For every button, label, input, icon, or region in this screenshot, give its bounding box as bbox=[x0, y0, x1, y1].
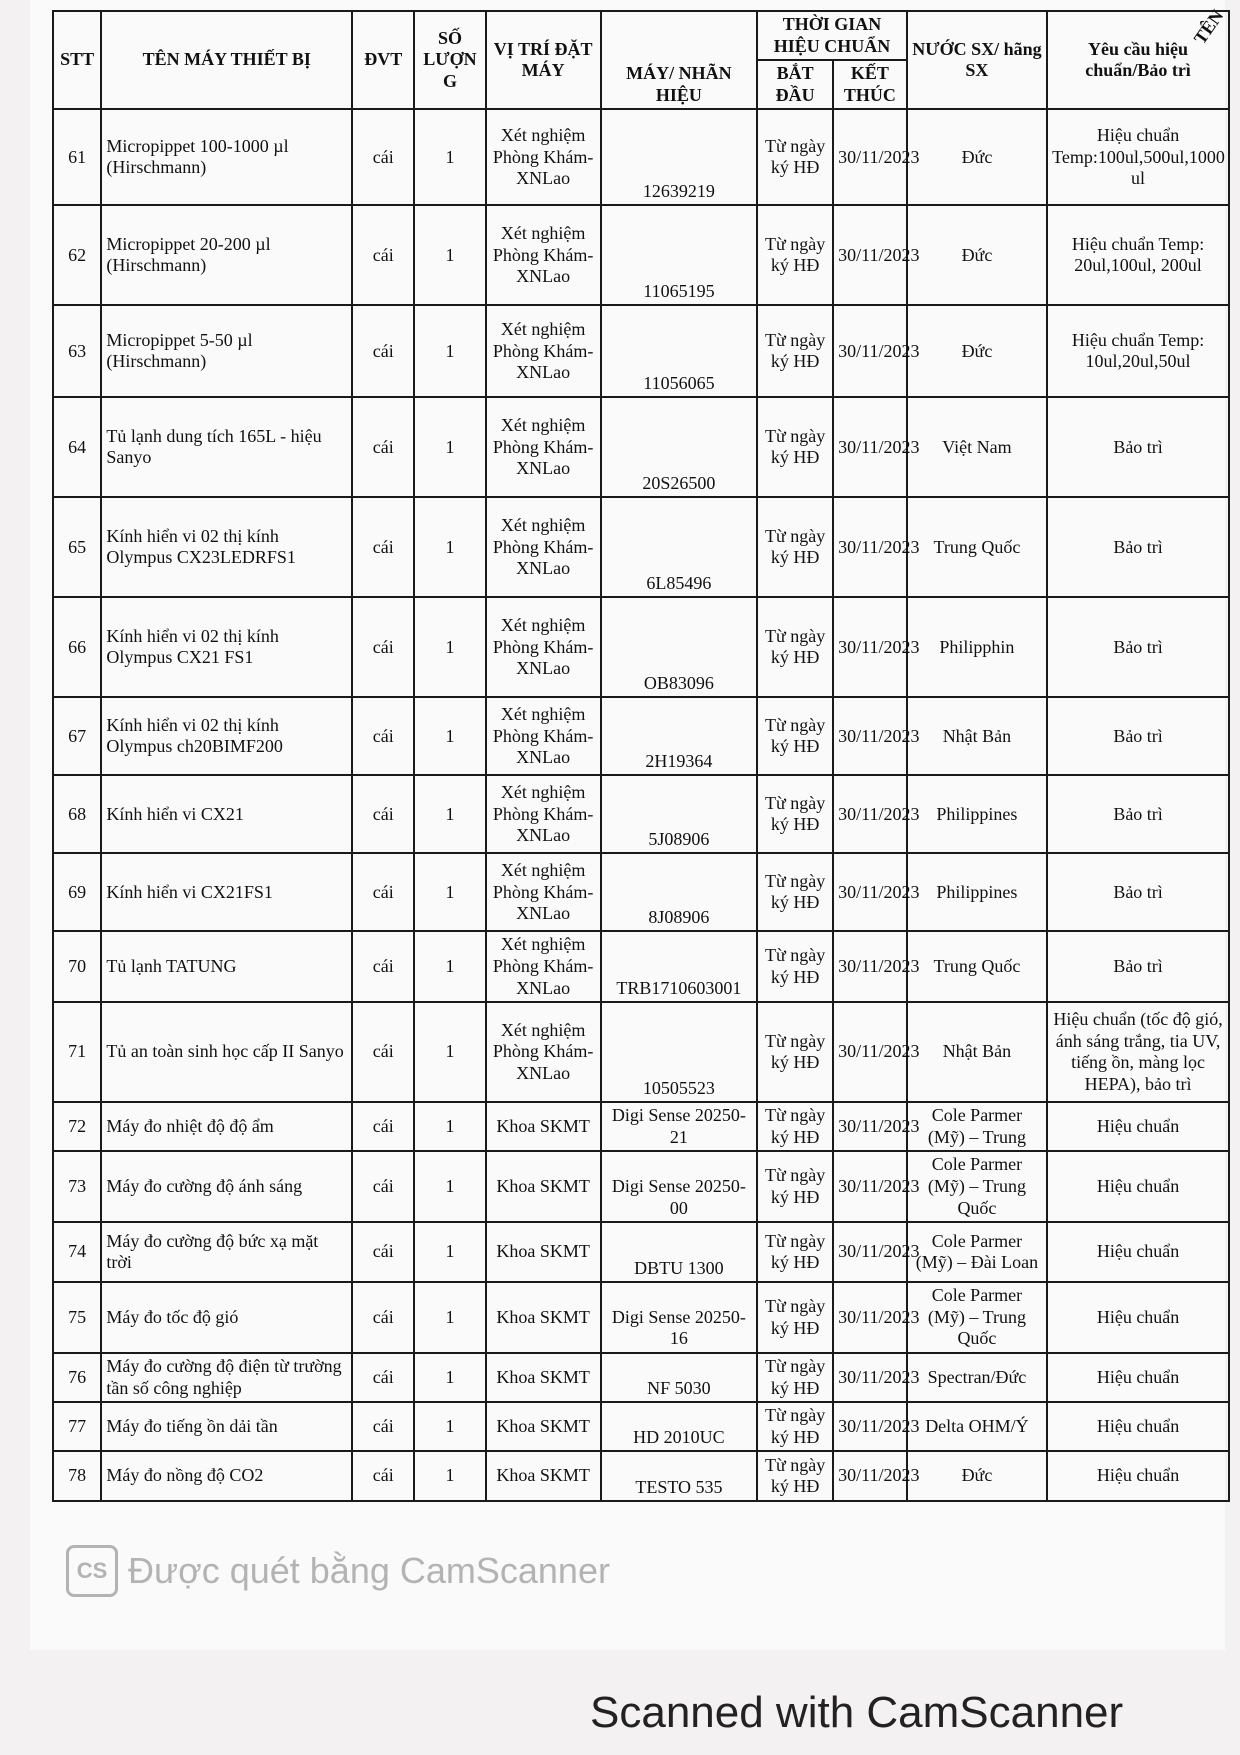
cell-model: TRB1710603001 bbox=[601, 931, 757, 1002]
table-row bbox=[53, 1222, 1229, 1282]
table-row bbox=[53, 1402, 1229, 1451]
cell-end: 30/11/2023 bbox=[833, 1402, 907, 1451]
header-calibration-time: THỜI GIAN HIỆU CHUẨN bbox=[757, 11, 907, 60]
cell-start: Từ ngày ký HĐ bbox=[757, 853, 833, 931]
cell-qty: 1 bbox=[414, 931, 485, 1002]
cell-end: 30/11/2023 bbox=[833, 1451, 907, 1501]
cell-model: 6L85496 bbox=[601, 497, 757, 597]
header-unit: ĐVT bbox=[352, 11, 414, 109]
cell-qty: 1 bbox=[414, 305, 485, 397]
cell-model: 10505523 bbox=[601, 1002, 757, 1102]
cell-qty: 1 bbox=[414, 109, 485, 205]
table-row bbox=[53, 1451, 1229, 1501]
cell-location: Khoa SKMT bbox=[486, 1282, 601, 1353]
cell-model: DBTU 1300 bbox=[601, 1222, 757, 1282]
table-row bbox=[53, 397, 1229, 497]
watermark-text: Được quét bằng CamScanner bbox=[128, 1550, 610, 1591]
cell-model: 8J08906 bbox=[601, 853, 757, 931]
cell-unit: cái bbox=[352, 1402, 414, 1451]
header-stt: STT bbox=[53, 11, 101, 109]
cell-name: Máy đo tiếng ồn dải tần bbox=[101, 1402, 352, 1451]
cell-unit: cái bbox=[352, 497, 414, 597]
table-row bbox=[53, 1353, 1229, 1402]
cell-name: Tủ lạnh TATUNG bbox=[101, 931, 352, 1002]
cell-unit: cái bbox=[352, 597, 414, 697]
cell-start: Từ ngày ký HĐ bbox=[757, 597, 833, 697]
cell-name: Máy đo tốc độ gió bbox=[101, 1282, 352, 1353]
cell-location: Khoa SKMT bbox=[486, 1402, 601, 1451]
cell-name: Máy đo nhiệt độ độ ẩm bbox=[101, 1102, 352, 1151]
cell-unit: cái bbox=[352, 931, 414, 1002]
cell-end: 30/11/2023 bbox=[833, 205, 907, 305]
cell-start: Từ ngày ký HĐ bbox=[757, 1282, 833, 1353]
cell-country: Nhật Bản bbox=[907, 697, 1047, 775]
header-location: VỊ TRÍ ĐẶT MÁY bbox=[486, 11, 601, 109]
cell-stt: 65 bbox=[53, 497, 101, 597]
cell-location: Xét nghiệm Phòng Khám-XNLao bbox=[486, 397, 601, 497]
cell-start: Từ ngày ký HĐ bbox=[757, 697, 833, 775]
cell-stt: 78 bbox=[53, 1451, 101, 1501]
cell-qty: 1 bbox=[414, 597, 485, 697]
cell-unit: cái bbox=[352, 1353, 414, 1402]
table-row bbox=[53, 1151, 1229, 1222]
cell-country: Cole Parmer (Mỹ) – Trung Quốc bbox=[907, 1151, 1047, 1222]
header-qty: SỐ LƯỢN G bbox=[414, 11, 485, 109]
cell-end: 30/11/2023 bbox=[833, 1002, 907, 1102]
cell-requirement: Hiệu chuẩn Temp: 10ul,20ul,50ul bbox=[1047, 305, 1229, 397]
cell-unit: cái bbox=[352, 305, 414, 397]
camscanner-icon: CS bbox=[66, 1545, 118, 1597]
cell-unit: cái bbox=[352, 853, 414, 931]
cell-stt: 74 bbox=[53, 1222, 101, 1282]
cell-qty: 1 bbox=[414, 497, 485, 597]
cell-requirement: Hiệu chuẩn (tốc độ gió, ánh sáng trắng, tia UV, tiếng ồn, màng lọc HEPA), bảo trì bbox=[1047, 1002, 1229, 1102]
cell-name: Micropippet 20-200 µl (Hirschmann) bbox=[101, 205, 352, 305]
cell-name: Kính hiển vi 02 thị kính Olympus CX21 FS1 bbox=[101, 597, 352, 697]
cell-stt: 73 bbox=[53, 1151, 101, 1222]
cell-requirement: Hiệu chuẩn bbox=[1047, 1222, 1229, 1282]
cell-location: Khoa SKMT bbox=[486, 1151, 601, 1222]
cell-qty: 1 bbox=[414, 1451, 485, 1501]
cell-location: Xét nghiệm Phòng Khám-XNLao bbox=[486, 205, 601, 305]
cell-requirement: Hiệu chuẩn bbox=[1047, 1151, 1229, 1222]
cell-country: Đức bbox=[907, 305, 1047, 397]
cell-unit: cái bbox=[352, 1151, 414, 1222]
cell-model: 11056065 bbox=[601, 305, 757, 397]
cell-unit: cái bbox=[352, 1102, 414, 1151]
cell-end: 30/11/2023 bbox=[833, 931, 907, 1002]
cell-model: HD 2010UC bbox=[601, 1402, 757, 1451]
cell-unit: cái bbox=[352, 697, 414, 775]
cell-unit: cái bbox=[352, 775, 414, 853]
cell-unit: cái bbox=[352, 397, 414, 497]
cell-model: OB83096 bbox=[601, 597, 757, 697]
cell-location: Xét nghiệm Phòng Khám-XNLao bbox=[486, 109, 601, 205]
cell-country: Delta OHM/Ý bbox=[907, 1402, 1047, 1451]
cell-qty: 1 bbox=[414, 1102, 485, 1151]
cell-end: 30/11/2023 bbox=[833, 697, 907, 775]
cell-requirement: Bảo trì bbox=[1047, 497, 1229, 597]
cell-start: Từ ngày ký HĐ bbox=[757, 497, 833, 597]
cell-location: Khoa SKMT bbox=[486, 1102, 601, 1151]
cell-qty: 1 bbox=[414, 1353, 485, 1402]
cell-location: Xét nghiệm Phòng Khám-XNLao bbox=[486, 775, 601, 853]
cell-requirement: Bảo trì bbox=[1047, 775, 1229, 853]
cell-end: 30/11/2023 bbox=[833, 305, 907, 397]
cell-requirement: Bảo trì bbox=[1047, 853, 1229, 931]
cell-unit: cái bbox=[352, 1282, 414, 1353]
cell-location: Xét nghiệm Phòng Khám-XNLao bbox=[486, 597, 601, 697]
cell-location: Xét nghiệm Phòng Khám-XNLao bbox=[486, 1002, 601, 1102]
cell-model: TESTO 535 bbox=[601, 1451, 757, 1501]
cell-country: Việt Nam bbox=[907, 397, 1047, 497]
table-row bbox=[53, 931, 1229, 1002]
cell-end: 30/11/2023 bbox=[833, 853, 907, 931]
cell-requirement: Hiệu chuẩn bbox=[1047, 1353, 1229, 1402]
scanned-with-footer: Scanned with CamScanner bbox=[590, 1688, 1124, 1737]
cell-end: 30/11/2023 bbox=[833, 1222, 907, 1282]
cell-location: Xét nghiệm Phòng Khám-XNLao bbox=[486, 931, 601, 1002]
cell-start: Từ ngày ký HĐ bbox=[757, 931, 833, 1002]
table-row bbox=[53, 1102, 1229, 1151]
cell-stt: 62 bbox=[53, 205, 101, 305]
cell-stt: 63 bbox=[53, 305, 101, 397]
cell-country: Philippines bbox=[907, 775, 1047, 853]
cell-unit: cái bbox=[352, 1002, 414, 1102]
cell-name: Kính hiển vi 02 thị kính Olympus ch20BIMF200 bbox=[101, 697, 352, 775]
cell-stt: 69 bbox=[53, 853, 101, 931]
cell-requirement: Hiệu chuẩn bbox=[1047, 1451, 1229, 1501]
cell-stt: 76 bbox=[53, 1353, 101, 1402]
cell-name: Kính hiển vi CX21 bbox=[101, 775, 352, 853]
cell-start: Từ ngày ký HĐ bbox=[757, 1402, 833, 1451]
table-row bbox=[53, 497, 1229, 597]
cell-name: Máy đo cường độ bức xạ mặt trời bbox=[101, 1222, 352, 1282]
cell-requirement: Bảo trì bbox=[1047, 697, 1229, 775]
cell-name: Tủ lạnh dung tích 165L - hiệu Sanyo bbox=[101, 397, 352, 497]
header-requirement-label: Yêu cầu hiệu chuẩn/Bảo trì bbox=[1085, 38, 1191, 81]
cell-country: Trung Quốc bbox=[907, 497, 1047, 597]
cell-country: Philippines bbox=[907, 853, 1047, 931]
cell-model: Digi Sense 20250-21 bbox=[601, 1102, 757, 1151]
cell-model: NF 5030 bbox=[601, 1353, 757, 1402]
cell-start: Từ ngày ký HĐ bbox=[757, 1451, 833, 1501]
cell-requirement: Bảo trì bbox=[1047, 597, 1229, 697]
cell-country: Trung Quốc bbox=[907, 931, 1047, 1002]
corner-stamp: TÊN bbox=[1189, 6, 1228, 48]
cell-name: Micropippet 100-1000 µl (Hirschmann) bbox=[101, 109, 352, 205]
cell-location: Khoa SKMT bbox=[486, 1353, 601, 1402]
cell-start: Từ ngày ký HĐ bbox=[757, 1102, 833, 1151]
cell-start: Từ ngày ký HĐ bbox=[757, 1353, 833, 1402]
cell-end: 30/11/2023 bbox=[833, 1102, 907, 1151]
cell-country: Đức bbox=[907, 205, 1047, 305]
cell-stt: 67 bbox=[53, 697, 101, 775]
table-row bbox=[53, 1282, 1229, 1353]
cell-qty: 1 bbox=[414, 397, 485, 497]
cell-stt: 75 bbox=[53, 1282, 101, 1353]
header-end: KẾT THÚC bbox=[833, 60, 907, 109]
cell-name: Micropippet 5-50 µl (Hirschmann) bbox=[101, 305, 352, 397]
cell-model: 11065195 bbox=[601, 205, 757, 305]
cell-location: Xét nghiệm Phòng Khám-XNLao bbox=[486, 853, 601, 931]
cell-end: 30/11/2023 bbox=[833, 597, 907, 697]
cell-qty: 1 bbox=[414, 1282, 485, 1353]
header-model: MÁY/ NHÃN HIỆU bbox=[601, 11, 757, 109]
cell-model: Digi Sense 20250-00 bbox=[601, 1151, 757, 1222]
cell-location: Xét nghiệm Phòng Khám-XNLao bbox=[486, 305, 601, 397]
cell-unit: cái bbox=[352, 205, 414, 305]
cell-stt: 68 bbox=[53, 775, 101, 853]
cell-end: 30/11/2023 bbox=[833, 1353, 907, 1402]
equipment-table bbox=[52, 10, 1230, 1502]
cell-qty: 1 bbox=[414, 853, 485, 931]
cell-location: Xét nghiệm Phòng Khám-XNLao bbox=[486, 497, 601, 597]
table-row bbox=[53, 109, 1229, 205]
cell-unit: cái bbox=[352, 1222, 414, 1282]
cell-qty: 1 bbox=[414, 205, 485, 305]
cell-end: 30/11/2023 bbox=[833, 1282, 907, 1353]
scanned-page bbox=[30, 0, 1228, 1650]
cell-start: Từ ngày ký HĐ bbox=[757, 1151, 833, 1222]
table-row bbox=[53, 597, 1229, 697]
cell-end: 30/11/2023 bbox=[833, 497, 907, 597]
cell-qty: 1 bbox=[414, 1222, 485, 1282]
cell-start: Từ ngày ký HĐ bbox=[757, 397, 833, 497]
table-row bbox=[53, 853, 1229, 931]
cell-country: Đức bbox=[907, 109, 1047, 205]
header-name: TÊN MÁY THIẾT BỊ bbox=[101, 11, 352, 109]
table-row bbox=[53, 1002, 1229, 1102]
cell-unit: cái bbox=[352, 109, 414, 205]
cell-model: 5J08906 bbox=[601, 775, 757, 853]
cell-name: Kính hiển vi CX21FS1 bbox=[101, 853, 352, 931]
cell-qty: 1 bbox=[414, 775, 485, 853]
cell-start: Từ ngày ký HĐ bbox=[757, 775, 833, 853]
cell-requirement: Hiệu chuẩn bbox=[1047, 1402, 1229, 1451]
cell-start: Từ ngày ký HĐ bbox=[757, 1002, 833, 1102]
cell-stt: 70 bbox=[53, 931, 101, 1002]
cell-name: Máy đo cường độ ánh sáng bbox=[101, 1151, 352, 1222]
header-start: BẮT ĐẦU bbox=[757, 60, 833, 109]
cell-country: Cole Parmer (Mỹ) – Trung Quốc bbox=[907, 1282, 1047, 1353]
cell-country: Cole Parmer (Mỹ) – Trung bbox=[907, 1102, 1047, 1151]
cell-requirement: Hiệu chuẩn Temp: 20ul,100ul, 200ul bbox=[1047, 205, 1229, 305]
cell-country: Philipphin bbox=[907, 597, 1047, 697]
cell-country: Cole Parmer (Mỹ) – Đài Loan bbox=[907, 1222, 1047, 1282]
cell-name: Máy đo cường độ điện từ trường tần số công nghiệp bbox=[101, 1353, 352, 1402]
cell-start: Từ ngày ký HĐ bbox=[757, 1222, 833, 1282]
cell-start: Từ ngày ký HĐ bbox=[757, 205, 833, 305]
table-row bbox=[53, 305, 1229, 397]
cell-name: Tủ an toàn sinh học cấp II Sanyo bbox=[101, 1002, 352, 1102]
cell-country: Nhật Bản bbox=[907, 1002, 1047, 1102]
cell-qty: 1 bbox=[414, 1002, 485, 1102]
cell-qty: 1 bbox=[414, 697, 485, 775]
cell-start: Từ ngày ký HĐ bbox=[757, 305, 833, 397]
table-row bbox=[53, 775, 1229, 853]
cell-country: Đức bbox=[907, 1451, 1047, 1501]
cell-country: Spectran/Đức bbox=[907, 1353, 1047, 1402]
cell-model: 2H19364 bbox=[601, 697, 757, 775]
cell-qty: 1 bbox=[414, 1151, 485, 1222]
cell-location: Khoa SKMT bbox=[486, 1451, 601, 1501]
cell-requirement: Hiệu chuẩn bbox=[1047, 1282, 1229, 1353]
table-row bbox=[53, 697, 1229, 775]
cell-qty: 1 bbox=[414, 1402, 485, 1451]
cell-stt: 72 bbox=[53, 1102, 101, 1151]
cell-requirement: Bảo trì bbox=[1047, 931, 1229, 1002]
table-row bbox=[53, 205, 1229, 305]
cell-end: 30/11/2023 bbox=[833, 775, 907, 853]
cell-end: 30/11/2023 bbox=[833, 397, 907, 497]
cell-start: Từ ngày ký HĐ bbox=[757, 109, 833, 205]
cell-model: 12639219 bbox=[601, 109, 757, 205]
cell-requirement: Hiệu chuẩn bbox=[1047, 1102, 1229, 1151]
cell-location: Khoa SKMT bbox=[486, 1222, 601, 1282]
cell-unit: cái bbox=[352, 1451, 414, 1501]
cell-stt: 66 bbox=[53, 597, 101, 697]
cell-location: Xét nghiệm Phòng Khám-XNLao bbox=[486, 697, 601, 775]
cell-end: 30/11/2023 bbox=[833, 1151, 907, 1222]
cell-requirement: Bảo trì bbox=[1047, 397, 1229, 497]
cell-model: 20S26500 bbox=[601, 397, 757, 497]
cell-end: 30/11/2023 bbox=[833, 109, 907, 205]
cell-stt: 61 bbox=[53, 109, 101, 205]
cell-name: Máy đo nồng độ CO2 bbox=[101, 1451, 352, 1501]
table-body bbox=[53, 109, 1229, 1501]
cell-name: Kính hiển vi 02 thị kính Olympus CX23LEDRFS1 bbox=[101, 497, 352, 597]
cell-stt: 77 bbox=[53, 1402, 101, 1451]
cell-requirement: Hiệu chuẩn Temp:100ul,500ul,1000 ul bbox=[1047, 109, 1229, 205]
cell-stt: 71 bbox=[53, 1002, 101, 1102]
cell-stt: 64 bbox=[53, 397, 101, 497]
header-country: NƯỚC SX/ hãng SX bbox=[907, 11, 1047, 109]
cell-model: Digi Sense 20250-16 bbox=[601, 1282, 757, 1353]
